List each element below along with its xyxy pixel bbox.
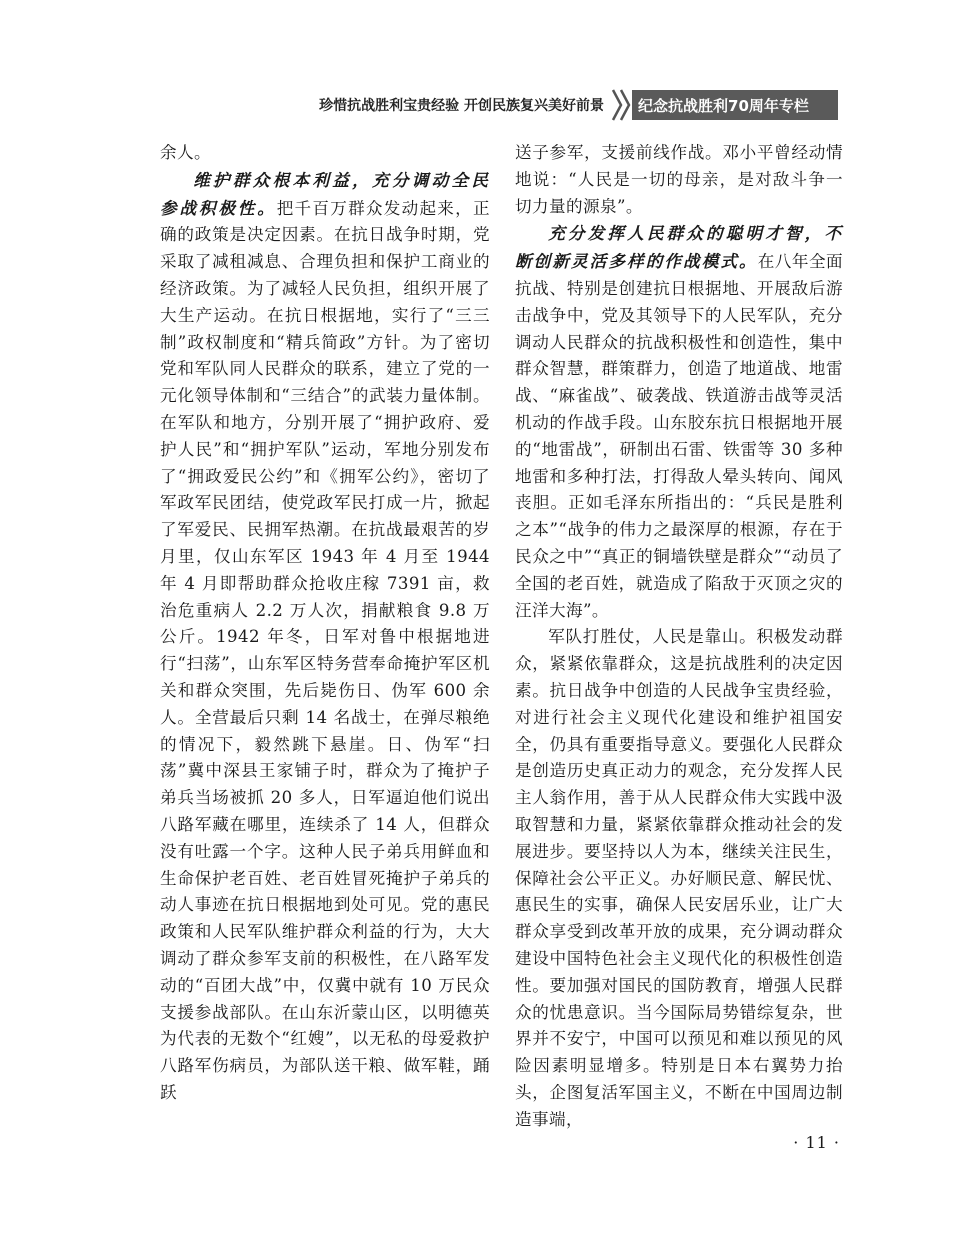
page-header — [280, 88, 838, 122]
paragraph: 余人。 — [160, 143, 211, 162]
left-column — [160, 140, 490, 1107]
right-column — [515, 140, 843, 1133]
paragraph — [515, 220, 843, 624]
header-column-banner: 纪念抗战胜利70周年专栏 — [632, 90, 838, 120]
double-chevron-icon — [610, 88, 632, 122]
paragraph: 军队打胜仗，人民是靠山。积极发动群众，紧紧依靠群众，这是抗战胜利的决定因素。抗日战争中创造的人民战争宝贵经验，对进行社会主义现代化建设和维护祖国安全，仍具有重要指导意义。要强化人民群众是创造历史真正动力的观念，充分发挥人民主人翁作用，善于从人民群众伟大实践中汲取智慧和力量，紧紧依靠群众推动社会的发展进步。要坚持以人为本，继续关注民生，保障社会公平正义。办好顺民意、解民忧、惠民生的实事，确保人民安居乐业，让广大群众享受到改革开放的成果，充分调动群众建设中国特色社会主义现代化的积极性创造性。要加强对国民的国防教育，增强人民群众的忧患意识。当今国际局势错综复杂，世界并不安宁，中国可以预见和难以预见的风险因素明显增多。特别是日本右翼势力抬头，企图复活军国主义，不断在中国周边制造事端， — [515, 627, 843, 1129]
paragraph-body: 把千百万群众发动起来，正确的政策是决定因素。在抗日战争时期，党采取了减租减息、合理负担和保护工商业的经济政策。为了减轻人民负担，组织开展了大生产运动。在抗日根据地，实行了“三三制”政权制度和“精兵简政”方针。为了密切党和军队同人民群众的联系，建立了党的一元化领导体制和“三结合”的武装力量体制。在军队和地方，分别开展了“拥护政府、爱护人民”和“拥护军队”运动，军地分别发布了“拥政爱民公约”和《拥军公约》，密切了军政军民团结，使党政军民打成一片，掀起了军爱民、民拥军热潮。在抗战最艰苦的岁月里，仅山东军区 1943 年 4 月至 1944 年 4 月即帮助群众抢收庄稼 7391 亩，救治危重病人 2.2 万人次，捐献粮食 9.8 万公斤。1942 年冬，日军对鲁中根据地进行“扫荡”，山东军区特务营奉命掩护军区机关和群众突围，先后毙伤日、伪军 600 余人。全营最后只剩 14 名战士，在弹尽粮绝的情况下，毅然跳下悬崖。日、伪军“扫荡”冀中深县王家铺子时，群众为了掩护子弟兵当场被抓 20 多人，日军逼迫他们说出八路军藏在哪里，连续杀了 14 人，但群众没有吐露一个字。这种人民子弟兵用鲜血和生命保护老百姓、老百姓冒死掩护子弟兵的动人事迹在抗日根据地到处可见。党的惠民政策和人民军队维护群众利益的行为，大大调动了群众参军支前的积极性，在八路军发动的“百团大战”中，仅冀中就有 10 万民众支援参战部队。在山东沂蒙山区，以明德英为代表的无数个“红嫂”，以无私的母爱救护八路军伤病员，为部队送干粮、做军鞋，踊跃 — [160, 198, 490, 1102]
paragraph — [160, 167, 490, 1107]
page-number: · 11 · — [793, 1133, 840, 1152]
section-heading: 维护群众根本利益，充分调动全民参战积极性。 — [160, 169, 490, 218]
header-series-title: 珍惜抗战胜利宝贵经验 开创民族复兴美好前景 — [319, 98, 604, 114]
paragraph: 送子参军，支援前线作战。邓小平曾经动情地说：“人民是一切的母亲，是对敌斗争一切力量的源泉”。 — [515, 143, 843, 216]
section-heading: 充分发挥人民群众的聪明才智，不断创新灵活多样的作战模式。 — [515, 223, 843, 272]
paragraph-body: 在八年全面抗战、特别是创建抗日根据地、开展敌后游击战争中，党及其领导下的人民军队，充分调动人民群众的抗战积极性和创造性，集中群众智慧，群策群力，创造了地道战、地雷战、“麻雀战”、破袭战、铁道游击战等灵活机动的作战手段。山东胶东抗日根据地开展的“地雷战”，研制出石雷、铁雷等 30 多种地雷和多种打法，打得敌人晕头转向、闻风丧胆。正如毛泽东所指出的：“兵民是胜利之本”“战争的伟力之最深厚的根源，存在于民众之中”“真正的铜墙铁壁是群众”“动员了全国的老百姓，就造成了陷敌于灭顶之灾的汪洋大海”。 — [515, 252, 844, 620]
